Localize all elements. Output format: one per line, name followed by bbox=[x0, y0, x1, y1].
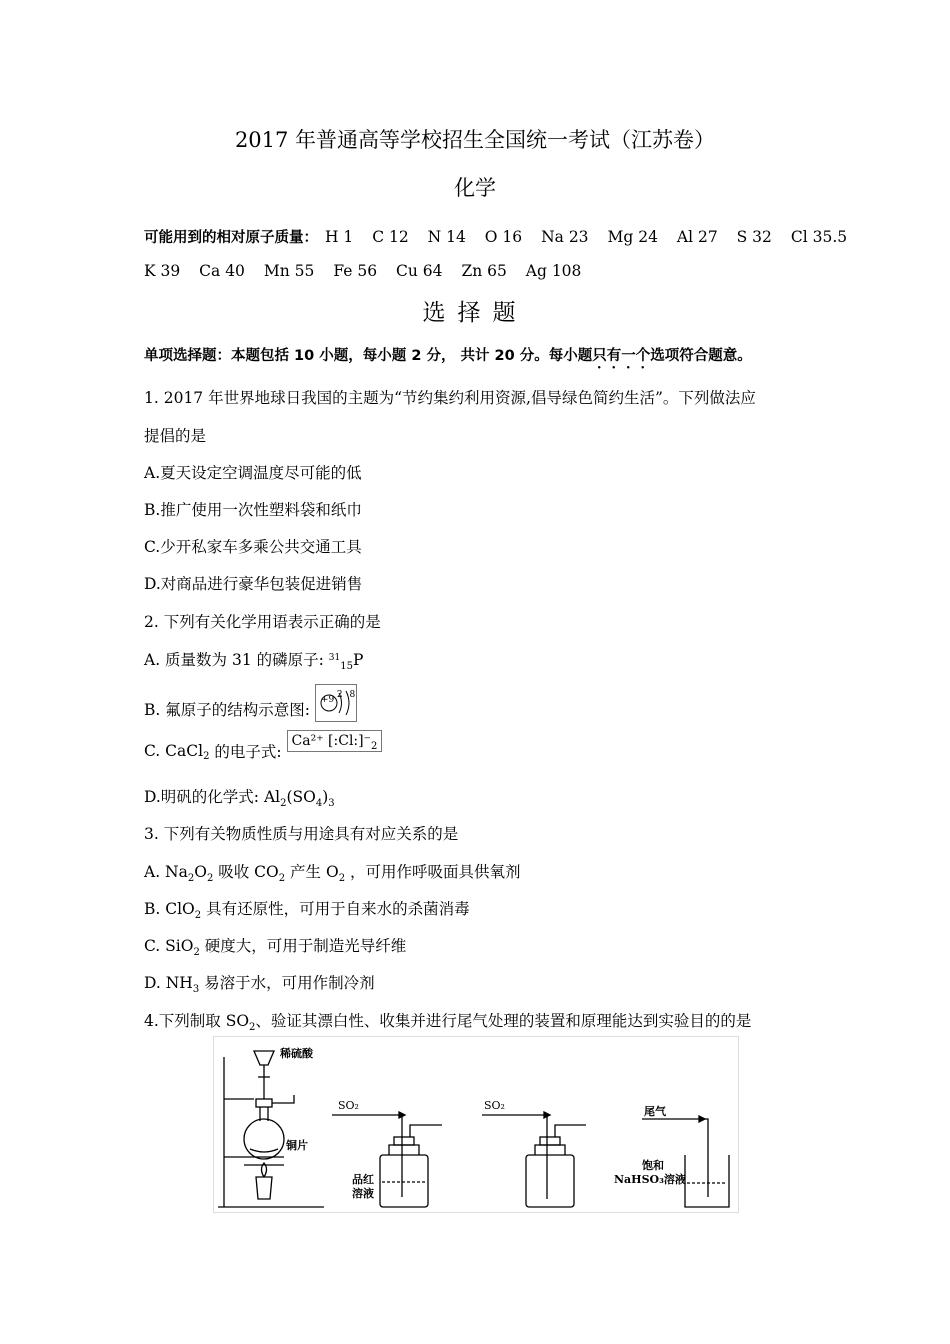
q2-d-text: ) bbox=[322, 788, 329, 806]
subscript: 2 bbox=[371, 741, 378, 752]
atomic-mass-label: 可能用到的相对原子质量： bbox=[144, 230, 318, 246]
q3-a-text: 吸收 CO bbox=[213, 863, 279, 881]
mass-entry: Mg 24 bbox=[607, 228, 658, 246]
mass-entry: Ca 40 bbox=[199, 262, 245, 280]
q1-option-d: D.对商品进行豪华包装促进销售 bbox=[144, 575, 363, 593]
q2-option-a bbox=[144, 648, 363, 670]
cacl2-electron-formula bbox=[287, 730, 383, 752]
electron-shells: 2 8 bbox=[336, 690, 358, 700]
q2-option-d bbox=[144, 785, 335, 807]
q3-a-text: ，可用作呼吸面具供氧剂 bbox=[345, 863, 521, 881]
experiment-apparatus-figure bbox=[213, 1036, 739, 1213]
q3-d-text: D. NH bbox=[144, 974, 193, 992]
label-pinkdye-2: 溶液 bbox=[352, 1187, 374, 1200]
q3-stem: 3. 下列有关物质性质与用途具有对应关系的是 bbox=[144, 825, 459, 843]
label-dilute-acid: 稀硫酸 bbox=[280, 1047, 313, 1060]
q1-stem-line2: 提倡的是 bbox=[144, 427, 207, 445]
atomic-mass-line-1 bbox=[144, 226, 847, 247]
q3-c-text: 硬度大，可用于制造光导纤维 bbox=[199, 937, 407, 955]
atomic-mass-line-2 bbox=[144, 262, 595, 280]
subject-title: 化学 bbox=[454, 176, 496, 200]
mass-entry: Mn 55 bbox=[263, 262, 315, 280]
subscript: 2 bbox=[280, 798, 287, 809]
label-copper: 铜片 bbox=[286, 1139, 308, 1152]
mass-entry: H 1 bbox=[324, 228, 354, 246]
q2-d-text: D.明矾的化学式: Al bbox=[144, 788, 281, 806]
instruction-text-end: 选项符合题意。 bbox=[650, 348, 752, 364]
mass-entry: Cu 64 bbox=[396, 262, 443, 280]
q3-a-text: 产生 O bbox=[285, 863, 339, 881]
subscript: 2 bbox=[278, 873, 286, 884]
q3-c-text: C. SiO bbox=[144, 937, 194, 955]
nucleus-charge: +9 bbox=[320, 695, 335, 705]
mass-entry: S 32 bbox=[736, 228, 772, 246]
subscript: 3 bbox=[192, 984, 200, 995]
q3-a-text: A. Na bbox=[144, 863, 188, 881]
label-so2-c: SO₂ bbox=[484, 1099, 505, 1112]
mass-entry: C 12 bbox=[372, 228, 409, 246]
q4-text: 4.下列制取 SO bbox=[144, 1012, 250, 1030]
q2-b-text: B. 氟原子的结构示意图: bbox=[144, 701, 315, 719]
q3-option-d bbox=[144, 971, 375, 993]
q2-a-text: A. 质量数为 31 的磷原子: bbox=[144, 651, 329, 669]
subscript: 3 bbox=[328, 798, 335, 809]
subscript: 2 bbox=[206, 873, 214, 884]
q3-option-c bbox=[144, 934, 406, 956]
mass-entry: O 16 bbox=[484, 228, 523, 246]
label-nahso3: NaHSO₃溶液 bbox=[614, 1173, 686, 1186]
mass-entry: Ag 108 bbox=[525, 262, 582, 280]
subscript: 2 bbox=[187, 873, 195, 884]
subscript: 2 bbox=[338, 873, 346, 884]
mass-entry: Na 23 bbox=[541, 228, 589, 246]
q4-stem bbox=[144, 1009, 751, 1031]
label-so2-b: SO₂ bbox=[338, 1099, 359, 1112]
q3-option-b bbox=[144, 897, 470, 919]
mass-entry: Cl 35.5 bbox=[790, 228, 848, 246]
mass-entry: Al 27 bbox=[676, 228, 718, 246]
section-heading: 选择题 bbox=[422, 300, 528, 326]
label-tail-gas: 尾气 bbox=[644, 1105, 666, 1118]
q1-stem-line1: 1. 2017 年世界地球日我国的主题为“节约集约利用资源,倡导绿色简约生活”。下列做法应 bbox=[144, 389, 756, 407]
q2-c-text: C. CaCl bbox=[144, 742, 204, 760]
q2-option-c bbox=[144, 733, 382, 762]
label-saturated: 饱和 bbox=[642, 1159, 664, 1172]
instruction-text: 单项选择题：本题包括 10 小题，每小题 2 分， 共计 20 分。每小题 bbox=[144, 348, 593, 364]
element-symbol: P bbox=[352, 651, 364, 669]
section-instructions bbox=[144, 344, 752, 372]
label-pinkdye-1: 品红 bbox=[352, 1173, 374, 1186]
instruction-emphasis: 只有一个 bbox=[592, 348, 651, 364]
q3-b-text: 具有还原性，可用于自来水的杀菌消毒 bbox=[201, 900, 470, 918]
mass-entry: N 14 bbox=[427, 228, 466, 246]
q3-a-text: O bbox=[194, 863, 207, 881]
q2-option-b bbox=[144, 690, 357, 728]
mass-entry: Zn 65 bbox=[461, 262, 507, 280]
q2-stem: 2. 下列有关化学用语表示正确的是 bbox=[144, 613, 381, 631]
subscript: 2 bbox=[194, 910, 202, 921]
q2-c-text-end: 的电子式: bbox=[209, 743, 287, 761]
subscript: 2 bbox=[203, 751, 210, 762]
exam-title: 2017 年普通高等学校招生全国统一考试（江苏卷） bbox=[234, 128, 716, 152]
q3-b-text: B. ClO bbox=[144, 900, 195, 918]
subscript: 4 bbox=[315, 798, 323, 809]
q2-d-text: (SO bbox=[286, 788, 316, 806]
mass-entry: Fe 56 bbox=[333, 262, 378, 280]
mass-entry: K 39 bbox=[144, 262, 181, 280]
subscript: 2 bbox=[249, 1022, 256, 1033]
q4-text: 、验证其漂白性、收集并进行尾气处理的装置和原理能达到实验目的的是 bbox=[255, 1012, 752, 1030]
fluorine-structure-diagram bbox=[315, 684, 357, 722]
q1-option-b: B.推广使用一次性塑料袋和纸巾 bbox=[144, 501, 362, 519]
atomic-number: 15 bbox=[340, 661, 353, 672]
q3-option-a bbox=[144, 860, 521, 882]
q1-option-a: A.夏天设定空调温度尽可能的低 bbox=[144, 464, 362, 482]
q1-option-c: C.少开私家车多乘公共交通工具 bbox=[144, 538, 362, 556]
mass-number: 31 bbox=[328, 653, 341, 663]
subscript: 2 bbox=[193, 947, 200, 958]
electron-formula-text: Ca²⁺ [:Cl:]⁻ bbox=[291, 733, 371, 749]
q3-d-text: 易溶于水，可用作制冷剂 bbox=[199, 974, 375, 992]
